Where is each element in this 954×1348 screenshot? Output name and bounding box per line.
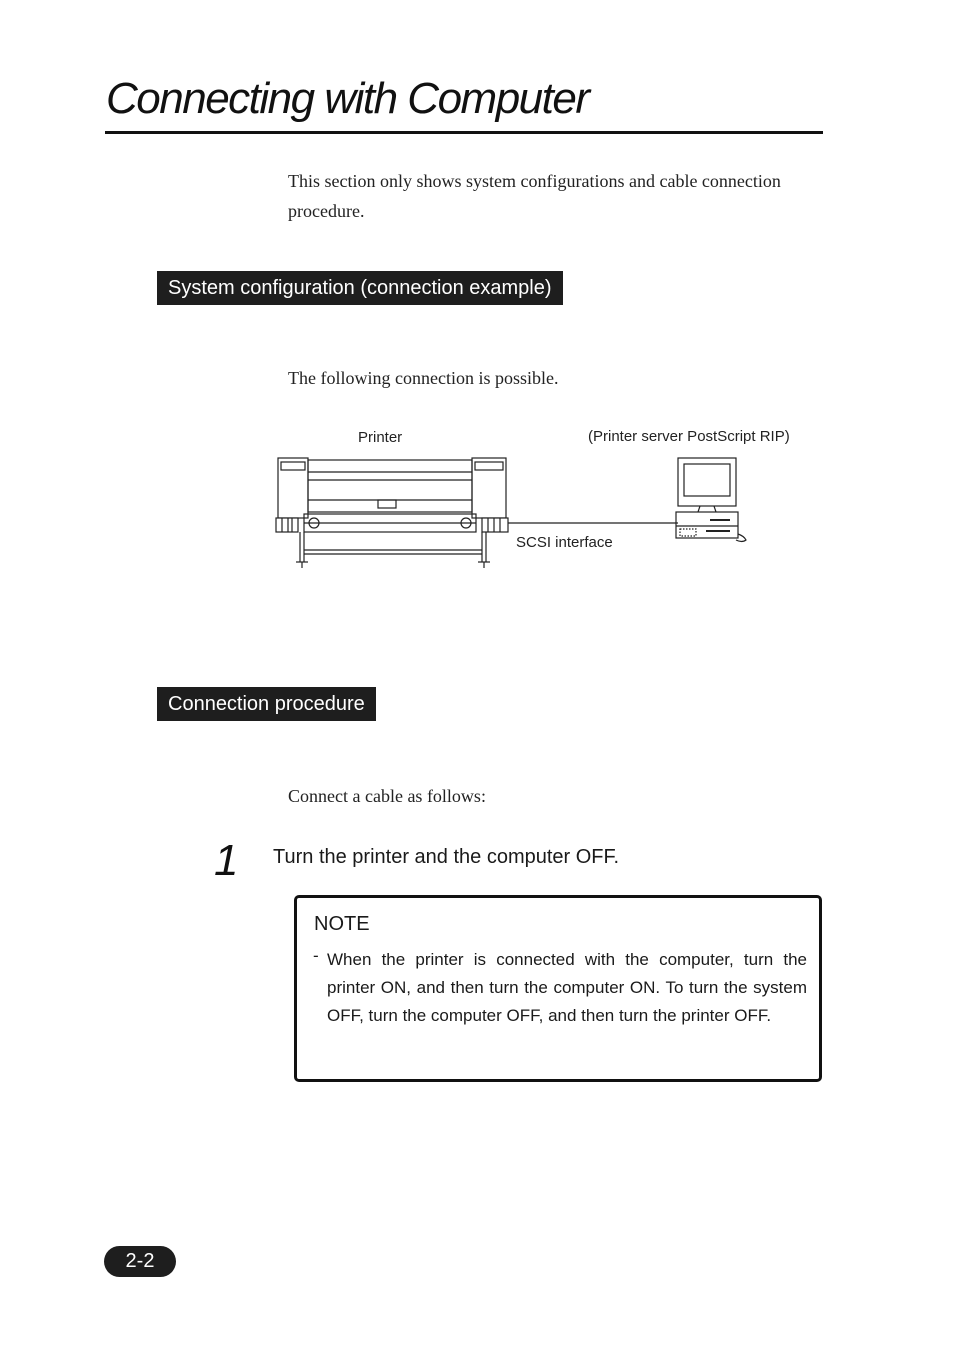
note-title: NOTE [314,913,370,935]
connection-diagram [270,450,760,575]
note-body: When the printer is connected with the computer, turn the printer ON, and then turn the computer ON. To turn the system OFF, turn the computer OFF, and then turn the printer OFF. [327,950,807,1025]
section-heading-system-configuration: System configuration (connection example) [157,271,563,305]
connection-text: Connect a cable as follows: [288,786,486,806]
note-bullet: - [313,946,319,965]
page-number-badge: 2-2 [104,1246,176,1277]
step-number: 1 [214,836,239,885]
printer-label: Printer [358,429,403,446]
title-underline [105,131,823,134]
page-title: Connecting with Computer [106,74,589,123]
intro-text: This section only shows system configurations and cable connection procedure. [288,171,781,221]
computer-illustration [676,458,746,542]
printer-illustration [276,458,508,568]
step-text: Turn the printer and the computer OFF. [273,846,620,868]
section-heading-connection-procedure: Connection procedure [157,687,376,721]
system-config-text: The following connection is possible. [288,368,559,388]
server-label: (Printer server PostScript RIP) [588,428,790,445]
scsi-interface-label: SCSI interface [516,534,613,551]
